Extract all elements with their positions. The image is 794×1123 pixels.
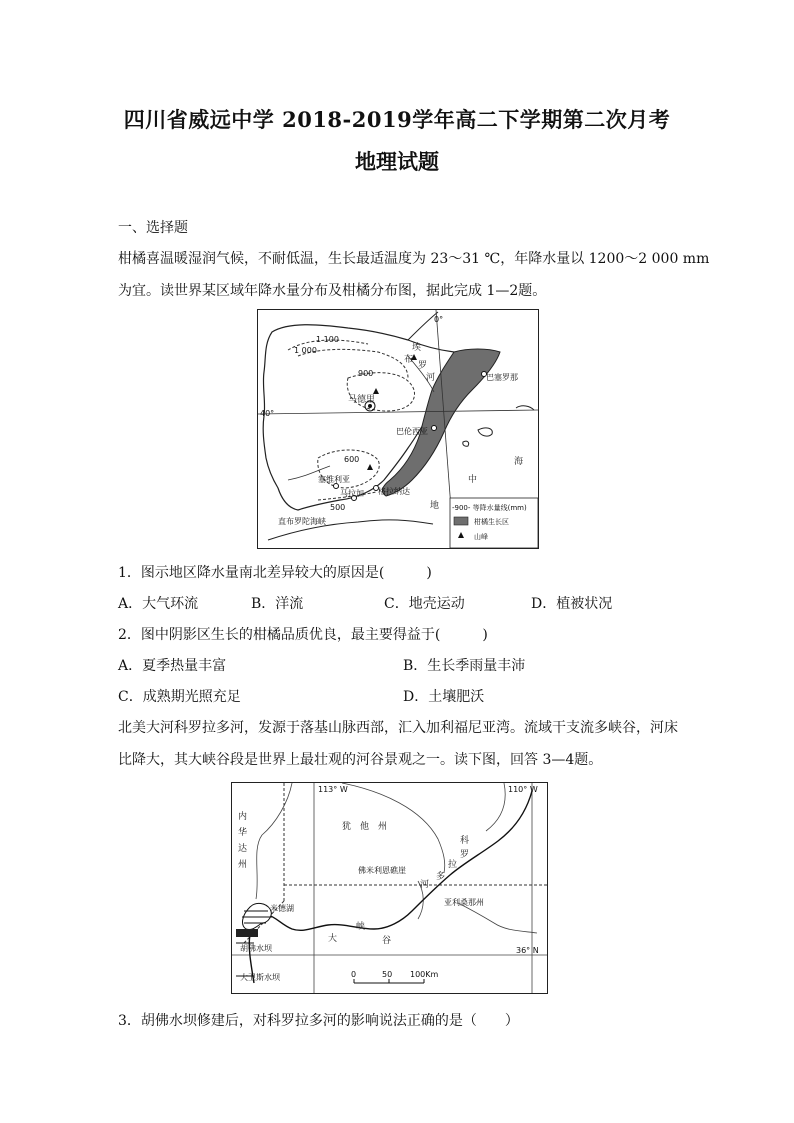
svg-text:州: 州 xyxy=(238,860,248,870)
seville-label: 塞维利亚 xyxy=(318,475,350,484)
barcelona-label: 巴塞罗那 xyxy=(486,373,518,382)
valencia-label: 巴伦西亚 xyxy=(396,427,428,436)
svg-text:罗: 罗 xyxy=(460,850,470,860)
svg-text:600: 600 xyxy=(344,455,360,464)
page-title: 四川省威远中学 2018-2019学年高二下学期第二次月考 xyxy=(123,107,671,132)
utah-label: 犹 他 州 xyxy=(342,822,388,832)
intro1-line1: 柑橘喜温暖湿润气候，不耐低温，生长最适温度为 23～31 ℃，年降水量以 1200～2 000 mm xyxy=(118,251,710,267)
svg-text:多: 多 xyxy=(436,872,446,882)
madrid-label: 马德里 xyxy=(348,395,376,405)
arizona-label: 亚利桑那州 xyxy=(444,898,484,907)
davis-dam-label: 大卫斯水坝 xyxy=(240,973,280,982)
lon-label: 0° xyxy=(434,315,444,324)
q1-option-d: D．植被状况 xyxy=(531,596,613,612)
q2-option-b: B．生长季雨量丰沛 xyxy=(403,658,526,674)
svg-text:峡: 峡 xyxy=(356,922,366,932)
q1-stem: 1．图示地区降水量南北差异较大的原因是( ) xyxy=(118,565,432,581)
svg-text:山峰: 山峰 xyxy=(474,533,488,541)
lake-mead-label: 米德湖 xyxy=(270,904,294,913)
lon1-label: 113° W xyxy=(318,785,348,794)
svg-text:达: 达 xyxy=(238,844,248,854)
lat-label-36n: 36° N xyxy=(516,946,539,955)
q1-option-c: C．地壳运动 xyxy=(384,596,465,612)
q2-option-d: D．土壤肥沃 xyxy=(403,689,485,705)
svg-text:大: 大 xyxy=(328,934,338,944)
svg-text:1 100: 1 100 xyxy=(316,335,339,344)
q1-option-a: A．大气环流 xyxy=(118,596,199,612)
svg-text:罗: 罗 xyxy=(418,361,428,371)
map1-legend xyxy=(450,498,538,548)
q3-stem: 3．胡佛水坝修建后，对科罗拉多河的影响说法正确的是（ ） xyxy=(118,1013,519,1029)
svg-text:海: 海 xyxy=(514,457,524,467)
svg-text:河: 河 xyxy=(420,880,430,890)
svg-text:地: 地 xyxy=(430,501,440,511)
q1-option-b: B．洋流 xyxy=(251,596,304,612)
svg-text:布: 布 xyxy=(404,355,414,365)
hoover-dam-label: 胡佛水坝 xyxy=(240,944,272,953)
q2-option-c: C．成熟期光照充足 xyxy=(118,689,241,705)
gibraltar-label: 直布罗陀海峡 xyxy=(278,517,326,526)
svg-text:100Km: 100Km xyxy=(410,970,439,979)
intro1-line2: 为宜。读世界某区域年降水量分布及柑橘分布图，据此完成 1—2题。 xyxy=(118,283,547,299)
page-subtitle: 地理试题 xyxy=(355,149,439,174)
iberia-precipitation-map xyxy=(257,309,539,549)
svg-text:-900- 等降水量线(mm): -900- 等降水量线(mm) xyxy=(452,504,527,512)
granada-label: 格拉纳达 xyxy=(378,487,410,496)
malaga-label: 马拉加 xyxy=(340,489,364,498)
svg-text:谷: 谷 xyxy=(382,936,392,946)
svg-text:科: 科 xyxy=(460,836,470,846)
intro2-line1: 北美大河科罗拉多河，发源于落基山脉西部，汇入加利福尼亚湾。流域干支流多峡谷，河床 xyxy=(118,720,678,736)
scale-bar xyxy=(351,970,439,983)
svg-text:900: 900 xyxy=(358,369,374,378)
svg-text:50: 50 xyxy=(382,970,393,979)
q2-option-a: A．夏季热量丰富 xyxy=(118,658,227,674)
lat-label: 40° xyxy=(260,409,275,418)
colorado-river-map xyxy=(231,782,548,994)
q2-stem: 2．图中阴影区生长的柑橘品质优良，最主要得益于( ) xyxy=(118,627,488,643)
svg-text:0: 0 xyxy=(351,970,357,979)
svg-text:中: 中 xyxy=(468,475,478,485)
colorado-river xyxy=(249,791,532,983)
svg-text:500: 500 xyxy=(330,503,346,512)
section-heading: 一、选择题 xyxy=(118,220,188,236)
svg-text:河: 河 xyxy=(426,373,436,383)
svg-text:埃: 埃 xyxy=(412,343,422,353)
svg-text:华: 华 xyxy=(238,828,248,838)
svg-text:柑橘生长区: 柑橘生长区 xyxy=(474,518,509,526)
svg-text:1 000: 1 000 xyxy=(294,346,317,355)
lon2-label: 110° W xyxy=(508,785,538,794)
glen-canyon-label: 佛米利恩礁崖 xyxy=(358,866,406,875)
intro2-line2: 比降大，其大峡谷段是世界上最壮观的河谷景观之一。读下图，回答 3—4题。 xyxy=(118,752,603,768)
svg-text:内: 内 xyxy=(238,812,248,822)
svg-text:拉: 拉 xyxy=(448,860,458,870)
